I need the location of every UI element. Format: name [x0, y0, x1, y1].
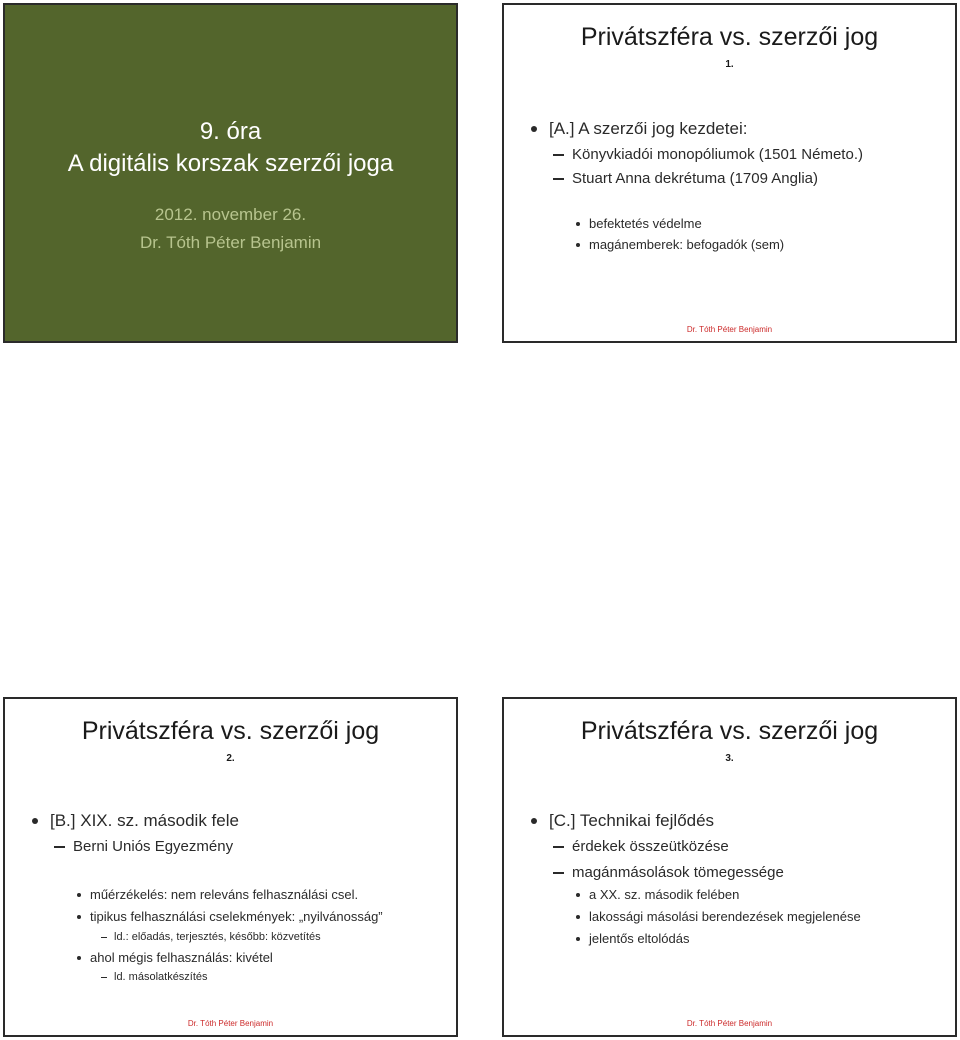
- slide-footer: Dr. Tóth Péter Benjamin: [686, 325, 773, 334]
- slide-number: 3.: [725, 753, 734, 764]
- bullet-dot-icon: [576, 937, 580, 941]
- bullet-dot-icon: [77, 915, 81, 919]
- bullet-dot-icon: [576, 915, 580, 919]
- list-item: a XX. sz. második felében: [576, 887, 739, 902]
- list-item: befektetés védelme: [576, 216, 702, 231]
- bullet-dot-icon: [531, 126, 537, 132]
- dash-bullet-icon: [101, 937, 107, 938]
- list-item: műérzékelés: nem releváns felhasználási csel.: [77, 887, 358, 902]
- slide-title: Privátszféra vs. szerzői jog: [81, 717, 380, 745]
- slide-footer: Dr. Tóth Péter Benjamin: [686, 1019, 773, 1028]
- bullet-dot-icon: [77, 893, 81, 897]
- list-item: jelentős eltolódás: [576, 931, 689, 946]
- title-slide: [3, 3, 458, 343]
- slide-number: 1.: [725, 59, 734, 70]
- slide-3: [502, 697, 957, 1037]
- slide-1: [502, 3, 957, 343]
- dash-bullet-icon: [553, 872, 564, 874]
- bullet-dot-icon: [576, 222, 580, 226]
- slide-title: Privátszféra vs. szerzői jog: [580, 717, 879, 745]
- bullet-dot-icon: [77, 956, 81, 960]
- lecture-number: 9. óra: [199, 118, 262, 145]
- dash-bullet-icon: [54, 846, 65, 848]
- lecture-title: A digitális korszak szerzői joga: [67, 150, 394, 177]
- list-item: Stuart Anna dekrétuma (1709 Anglia): [553, 170, 818, 187]
- list-item: érdekek összeütközése: [553, 838, 729, 855]
- list-item: tipikus felhasználási cselekmények: „nyilvánosság”: [77, 909, 383, 924]
- list-item: lakossági másolási berendezések megjelenése: [576, 909, 861, 924]
- list-item: [A.] A szerzői jog kezdetei:: [531, 119, 747, 139]
- bullet-dot-icon: [531, 818, 537, 824]
- slide-footer: Dr. Tóth Péter Benjamin: [187, 1019, 274, 1028]
- bullet-dot-icon: [576, 243, 580, 247]
- list-item: [C.] Technikai fejlődés: [531, 811, 714, 831]
- slide-2: [3, 697, 458, 1037]
- list-item: ld. másolatkészítés: [101, 971, 208, 983]
- slide-number: 2.: [226, 753, 235, 764]
- list-item: ahol mégis felhasználás: kivétel: [77, 950, 273, 965]
- bullet-dot-icon: [32, 818, 38, 824]
- dash-bullet-icon: [101, 977, 107, 978]
- lecture-author: Dr. Tóth Péter Benjamin: [139, 233, 322, 252]
- dash-bullet-icon: [553, 846, 564, 848]
- lecture-date: 2012. november 26.: [154, 205, 307, 224]
- list-item: Könyvkiadói monopóliumok (1501 Németo.): [553, 146, 863, 163]
- list-item: Berni Uniós Egyezmény: [54, 838, 233, 855]
- list-item: magánmásolások tömegessége: [553, 864, 784, 881]
- bullet-dot-icon: [576, 893, 580, 897]
- dash-bullet-icon: [553, 154, 564, 156]
- slide-title: Privátszféra vs. szerzői jog: [580, 23, 879, 51]
- list-item: ld.: előadás, terjesztés, később: közvetítés: [101, 931, 321, 943]
- list-item: magánemberek: befogadók (sem): [576, 237, 784, 252]
- list-item: [B.] XIX. sz. második fele: [32, 811, 239, 831]
- dash-bullet-icon: [553, 178, 564, 180]
